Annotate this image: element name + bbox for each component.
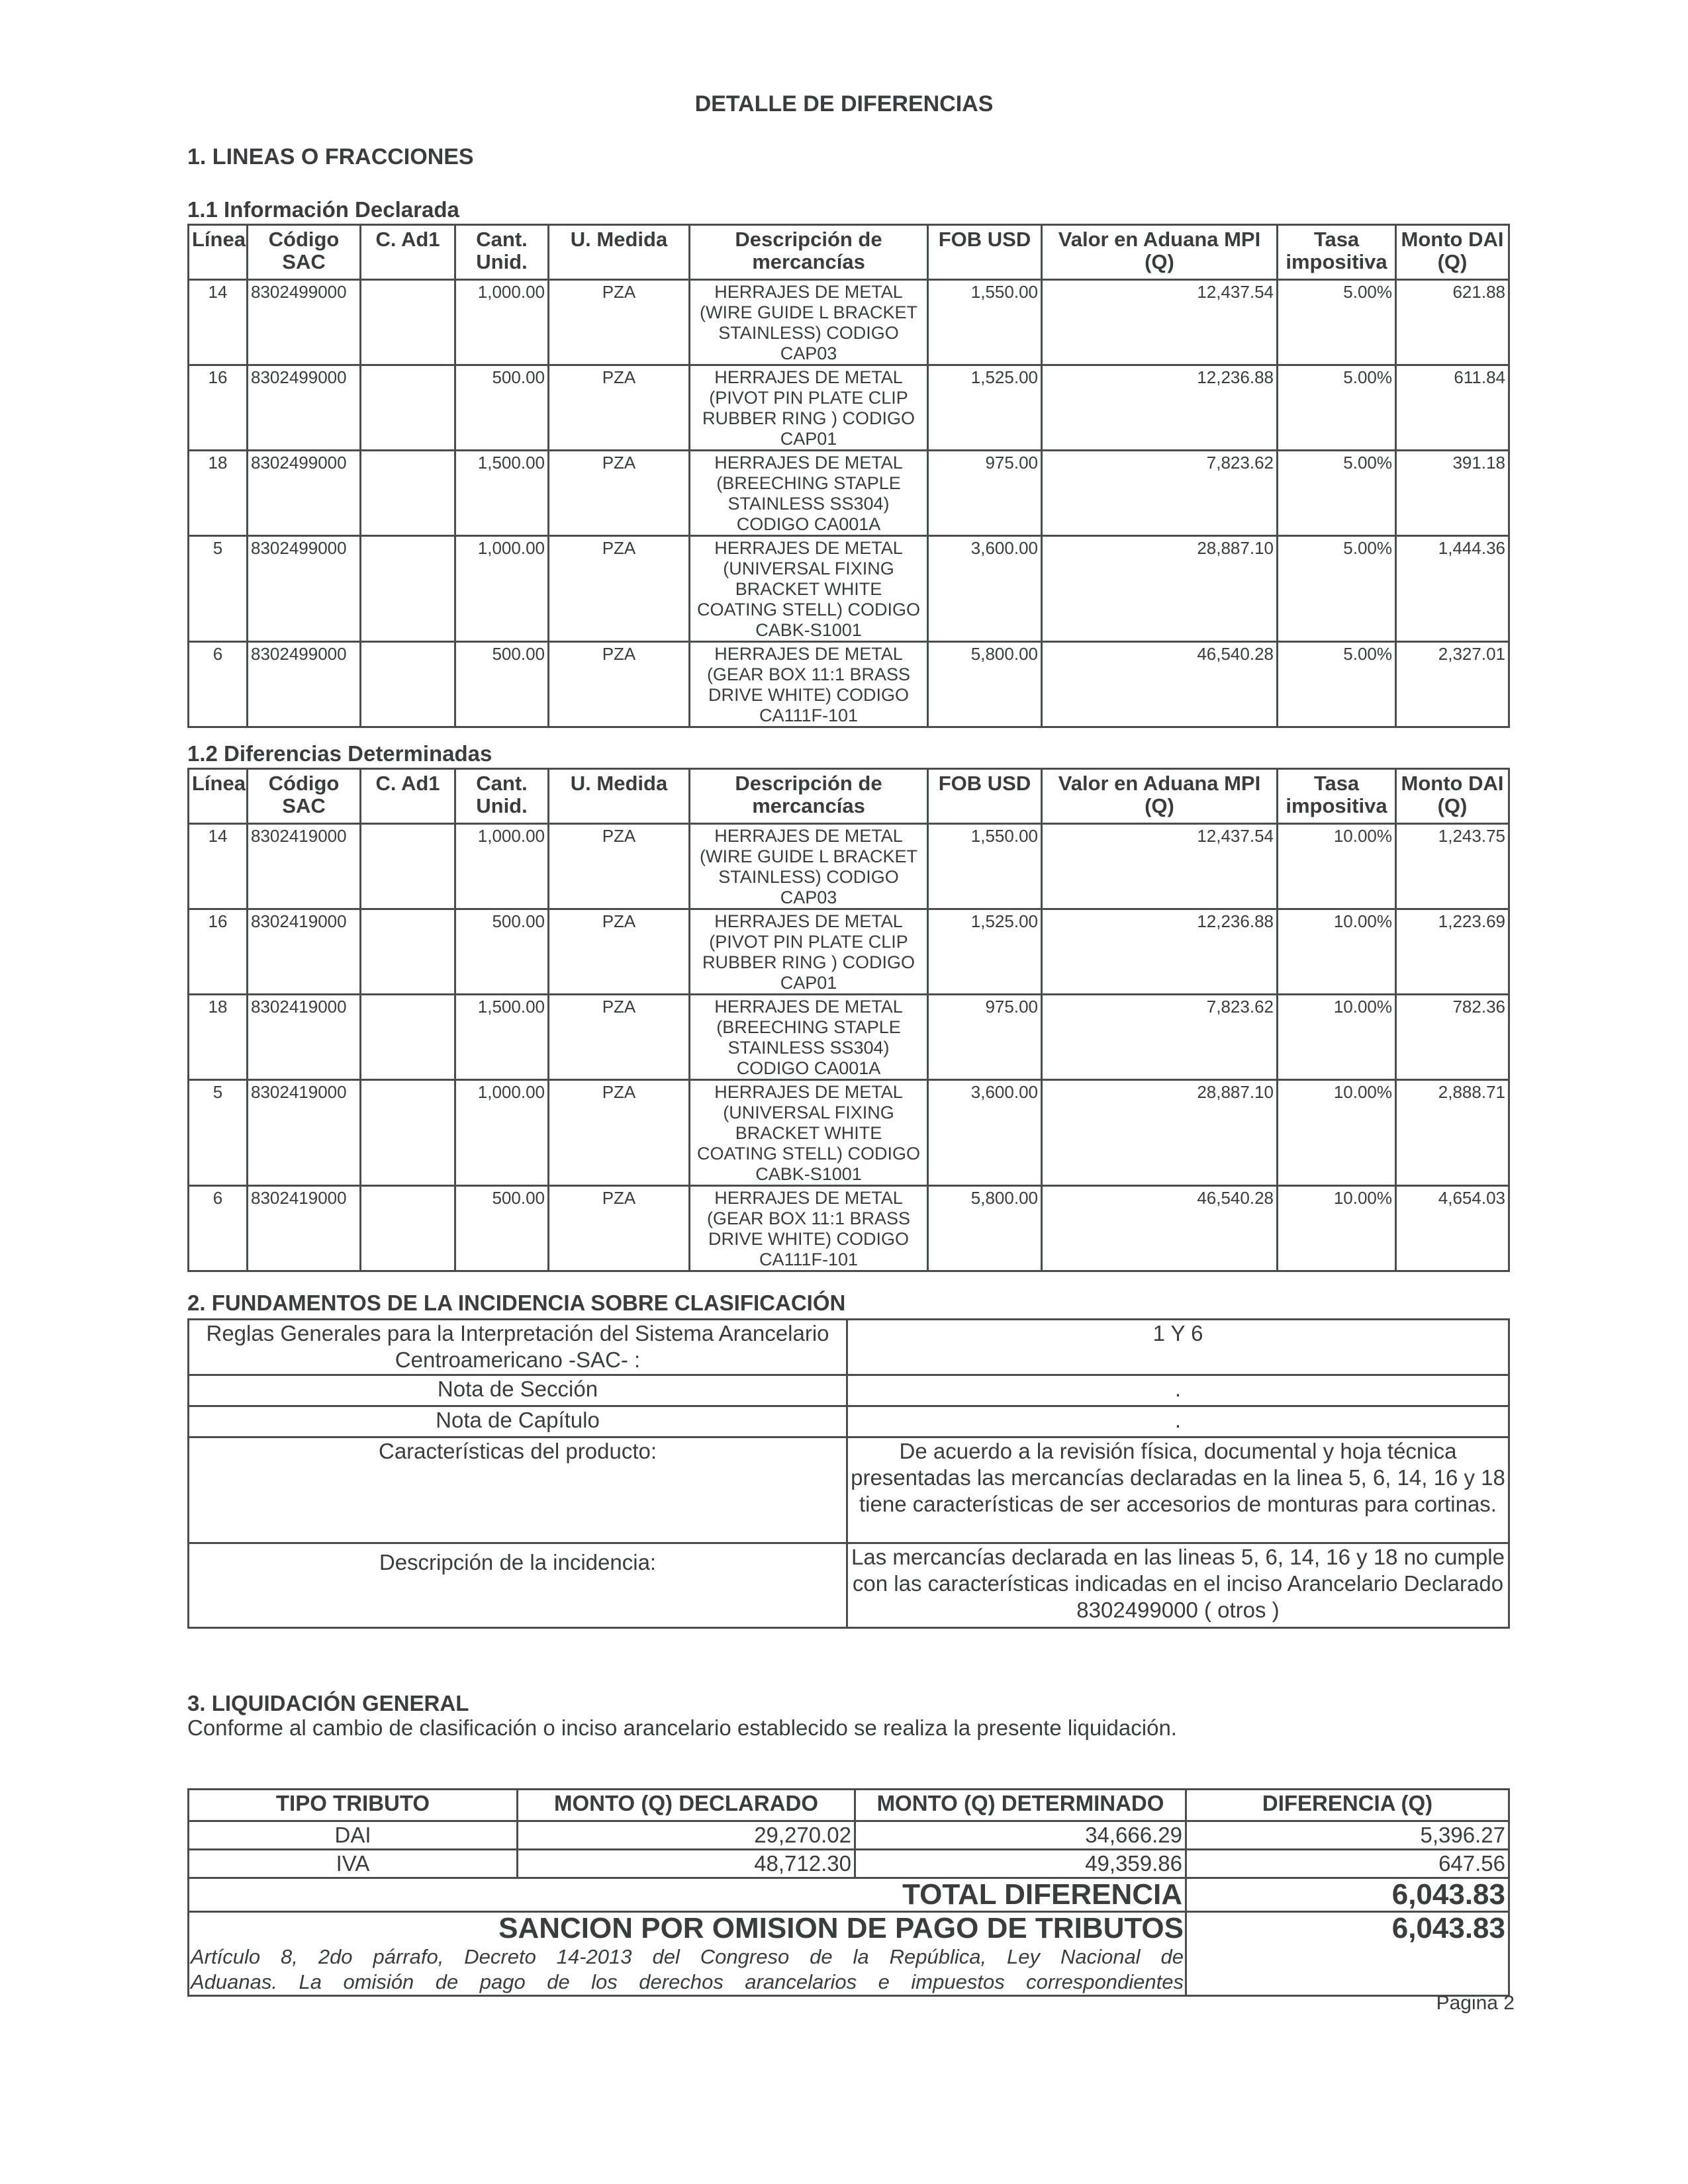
cell-codigo: 8302499000 <box>248 451 361 536</box>
col-tasa: Tasa impositiva <box>1278 769 1396 824</box>
determined-table <box>187 768 1510 1272</box>
cell-tasa: 10.00% <box>1278 1186 1396 1271</box>
table-row <box>189 909 1509 995</box>
cell-unidad: PZA <box>549 995 690 1080</box>
liquidacion-heading: 3. LIQUIDACIÓN GENERAL <box>187 1691 469 1715</box>
col-monto: Monto DAI (Q) <box>1396 225 1509 280</box>
cell-desc: HERRAJES DE METAL (BREECHING STAPLE STAINLESS SS304) CODIGO CA001A <box>690 451 928 536</box>
cell-monto: 4,654.03 <box>1396 1186 1509 1271</box>
cell-fob: 1,525.00 <box>928 365 1042 451</box>
liq-header-row <box>189 1790 1509 1821</box>
liq-total-row <box>189 1878 1509 1912</box>
cell-cant: 1,500.00 <box>455 995 549 1080</box>
cell-unidad: PZA <box>549 1186 690 1271</box>
cell-codigo: 8302419000 <box>248 824 361 909</box>
section-1-heading: 1. LINEAS O FRACCIONES <box>187 144 474 169</box>
cell-codigo: 8302499000 <box>248 536 361 642</box>
cell-cad1 <box>361 365 455 451</box>
cell-desc: HERRAJES DE METAL (PIVOT PIN PLATE CLIP RUBBER RING ) CODIGO CAP01 <box>690 365 928 451</box>
cell-linea: 18 <box>189 995 248 1080</box>
col-valor: Valor en Aduana MPI (Q) <box>1042 225 1278 280</box>
table-header-row <box>189 225 1509 280</box>
diferencia: 5,396.27 <box>1186 1821 1509 1850</box>
cell-monto: 1,223.69 <box>1396 909 1509 995</box>
liq-sancion-row <box>189 1912 1509 1996</box>
fund-label: Características del producto: <box>189 1437 847 1543</box>
cell-monto: 1,444.36 <box>1396 536 1509 642</box>
cell-unidad: PZA <box>549 536 690 642</box>
fund-label: Descripción de la incidencia: <box>189 1543 847 1628</box>
table-row <box>189 642 1509 727</box>
cell-linea: 16 <box>189 365 248 451</box>
fund-label: Nota de Sección <box>189 1375 847 1406</box>
cell-cant: 1,000.00 <box>455 280 549 365</box>
col-monto-determinado: MONTO (Q) DETERMINADO <box>855 1790 1186 1821</box>
cell-desc: HERRAJES DE METAL (WIRE GUIDE L BRACKET STAINLESS) CODIGO CAP03 <box>690 280 928 365</box>
cell-tasa: 5.00% <box>1278 451 1396 536</box>
cell-valor: 46,540.28 <box>1042 1186 1278 1271</box>
legal-text-line-2: Aduanas. La omisión de pago de los derechos arancelarios e impuestos correspondientes <box>191 1970 1184 1993</box>
col-unidad: U. Medida <box>549 225 690 280</box>
tipo: IVA <box>189 1850 518 1878</box>
declarado: 29,270.02 <box>518 1821 855 1850</box>
cell-monto: 2,888.71 <box>1396 1080 1509 1186</box>
declarado: 48,712.30 <box>518 1850 855 1878</box>
fund-value: . <box>847 1406 1509 1437</box>
cell-codigo: 8302499000 <box>248 280 361 365</box>
table-row <box>189 1080 1509 1186</box>
cell-desc: HERRAJES DE METAL (UNIVERSAL FIXING BRACKET WHITE COATING STELL) CODIGO CABK-S1001 <box>690 1080 928 1186</box>
fund-label: Nota de Capítulo <box>189 1406 847 1437</box>
table-row <box>189 995 1509 1080</box>
diferencia: 647.56 <box>1186 1850 1509 1878</box>
cell-fob: 1,525.00 <box>928 909 1042 995</box>
cell-monto: 611.84 <box>1396 365 1509 451</box>
cell-cant: 1,000.00 <box>455 1080 549 1186</box>
fund-value: . <box>847 1375 1509 1406</box>
col-linea: Línea <box>189 769 248 824</box>
cell-unidad: PZA <box>549 451 690 536</box>
sancion-label: SANCION POR OMISION DE PAGO DE TRIBUTOS <box>498 1912 1184 1944</box>
document-title: DETALLE DE DIFERENCIAS <box>694 91 994 116</box>
cell-linea: 5 <box>189 536 248 642</box>
table-row <box>189 365 1509 451</box>
cell-desc: HERRAJES DE METAL (PIVOT PIN PLATE CLIP RUBBER RING ) CODIGO CAP01 <box>690 909 928 995</box>
col-unidad: U. Medida <box>549 769 690 824</box>
cell-fob: 1,550.00 <box>928 280 1042 365</box>
cell-cant: 1,000.00 <box>455 824 549 909</box>
fund-row-reglas <box>189 1320 1509 1375</box>
cell-tasa: 5.00% <box>1278 536 1396 642</box>
cell-valor: 12,437.54 <box>1042 280 1278 365</box>
cell-valor: 28,887.10 <box>1042 1080 1278 1186</box>
page-number: Pagina 2 <box>1436 1992 1515 2014</box>
cell-codigo: 8302499000 <box>248 365 361 451</box>
cell-valor: 12,236.88 <box>1042 365 1278 451</box>
sancion-value: 6,043.83 <box>1186 1912 1509 1996</box>
cell-codigo: 8302419000 <box>248 995 361 1080</box>
cell-desc: HERRAJES DE METAL (GEAR BOX 11:1 BRASS DRIVE WHITE) CODIGO CA111F-101 <box>690 642 928 727</box>
sancion-cell <box>189 1912 1186 1996</box>
cell-valor: 12,437.54 <box>1042 824 1278 909</box>
cell-tasa: 10.00% <box>1278 909 1396 995</box>
cell-monto: 621.88 <box>1396 280 1509 365</box>
cell-fob: 5,800.00 <box>928 1186 1042 1271</box>
col-monto-declarado: MONTO (Q) DECLARADO <box>518 1790 855 1821</box>
col-monto: Monto DAI (Q) <box>1396 769 1509 824</box>
legal-text-line-1: Artículo 8, 2do párrafo, Decreto 14-2013 del Congreso de la República, Ley Nacional de <box>191 1945 1184 1968</box>
cell-valor: 12,236.88 <box>1042 909 1278 995</box>
table-row <box>189 824 1509 909</box>
cell-unidad: PZA <box>549 1080 690 1186</box>
col-cad1: C. Ad1 <box>361 769 455 824</box>
cell-cad1 <box>361 280 455 365</box>
cell-linea: 14 <box>189 280 248 365</box>
cell-cad1 <box>361 642 455 727</box>
cell-linea: 14 <box>189 824 248 909</box>
cell-cad1 <box>361 1186 455 1271</box>
cell-linea: 6 <box>189 642 248 727</box>
cell-cant: 500.00 <box>455 1186 549 1271</box>
liquidacion-table <box>187 1788 1510 1997</box>
cell-fob: 975.00 <box>928 995 1042 1080</box>
cell-linea: 6 <box>189 1186 248 1271</box>
cell-fob: 1,550.00 <box>928 824 1042 909</box>
cell-tasa: 5.00% <box>1278 280 1396 365</box>
table-row <box>189 451 1509 536</box>
cell-cad1 <box>361 909 455 995</box>
cell-valor: 46,540.28 <box>1042 642 1278 727</box>
fund-row-incidencia <box>189 1543 1509 1628</box>
cell-linea: 16 <box>189 909 248 995</box>
cell-cad1 <box>361 995 455 1080</box>
cell-monto: 391.18 <box>1396 451 1509 536</box>
fundamentos-heading: 2. FUNDAMENTOS DE LA INCIDENCIA SOBRE CLASIFICACIÓN <box>187 1291 846 1315</box>
table-header-row <box>189 769 1509 824</box>
fund-label: Reglas Generales para la Interpretación del Sistema Arancelario Centroamericano -SAC- : <box>189 1320 847 1375</box>
cell-tasa: 10.00% <box>1278 1080 1396 1186</box>
fund-value: De acuerdo a la revisión física, documental y hoja técnica presentadas las mercancías declaradas en la linea 5, 6, 14, 16 y 18 tiene características de ser accesorios de monturas para cortinas. <box>847 1437 1509 1543</box>
col-desc: Descripción de mercancías <box>690 225 928 280</box>
cell-cad1 <box>361 451 455 536</box>
col-codigo: Código SAC <box>248 769 361 824</box>
cell-unidad: PZA <box>549 365 690 451</box>
cell-cant: 500.00 <box>455 365 549 451</box>
cell-cad1 <box>361 824 455 909</box>
cell-cant: 1,500.00 <box>455 451 549 536</box>
liquidacion-intro: Conforme al cambio de clasificación o inciso arancelario establecido se realiza la presente liquidación. <box>187 1715 1177 1740</box>
table-row <box>189 280 1509 365</box>
col-tasa: Tasa impositiva <box>1278 225 1396 280</box>
cell-codigo: 8302419000 <box>248 909 361 995</box>
total-value: 6,043.83 <box>1186 1878 1509 1912</box>
cell-unidad: PZA <box>549 909 690 995</box>
col-desc: Descripción de mercancías <box>690 769 928 824</box>
determined-heading: 1.2 Diferencias Determinadas <box>187 741 492 766</box>
cell-tasa: 5.00% <box>1278 365 1396 451</box>
cell-valor: 7,823.62 <box>1042 451 1278 536</box>
cell-fob: 3,600.00 <box>928 1080 1042 1186</box>
cell-fob: 975.00 <box>928 451 1042 536</box>
col-codigo: Código SAC <box>248 225 361 280</box>
determinado: 49,359.86 <box>855 1850 1186 1878</box>
col-cad1: C. Ad1 <box>361 225 455 280</box>
cell-tasa: 5.00% <box>1278 642 1396 727</box>
determinado: 34,666.29 <box>855 1821 1186 1850</box>
cell-valor: 28,887.10 <box>1042 536 1278 642</box>
fund-row-caracteristicas <box>189 1437 1509 1543</box>
cell-cad1 <box>361 1080 455 1186</box>
cell-unidad: PZA <box>549 280 690 365</box>
cell-codigo: 8302499000 <box>248 642 361 727</box>
declared-heading: 1.1 Información Declarada <box>187 197 459 222</box>
cell-unidad: PZA <box>549 824 690 909</box>
cell-monto: 1,243.75 <box>1396 824 1509 909</box>
col-valor: Valor en Aduana MPI (Q) <box>1042 769 1278 824</box>
fund-value: Las mercancías declarada en las lineas 5, 6, 14, 16 y 18 no cumple con las características indicadas en el inciso Arancelario Declarado 8302499000 ( otros ) <box>847 1543 1509 1628</box>
col-fob: FOB USD <box>928 769 1042 824</box>
declared-table <box>187 224 1510 728</box>
table-row <box>189 1186 1509 1271</box>
cell-valor: 7,823.62 <box>1042 995 1278 1080</box>
col-tipo-tributo: TIPO TRIBUTO <box>189 1790 518 1821</box>
cell-codigo: 8302419000 <box>248 1080 361 1186</box>
total-label: TOTAL DIFERENCIA <box>189 1878 1186 1912</box>
liq-row-dai <box>189 1821 1509 1850</box>
cell-cant: 500.00 <box>455 909 549 995</box>
col-fob: FOB USD <box>928 225 1042 280</box>
cell-codigo: 8302419000 <box>248 1186 361 1271</box>
cell-desc: HERRAJES DE METAL (WIRE GUIDE L BRACKET STAINLESS) CODIGO CAP03 <box>690 824 928 909</box>
fund-row-capitulo <box>189 1406 1509 1437</box>
fund-row-seccion <box>189 1375 1509 1406</box>
col-diferencia: DIFERENCIA (Q) <box>1186 1790 1509 1821</box>
cell-fob: 5,800.00 <box>928 642 1042 727</box>
fund-value: 1 Y 6 <box>847 1320 1509 1375</box>
col-cant: Cant. Unid. <box>455 769 549 824</box>
tipo: DAI <box>189 1821 518 1850</box>
cell-monto: 782.36 <box>1396 995 1509 1080</box>
cell-cant: 1,000.00 <box>455 536 549 642</box>
col-cant: Cant. Unid. <box>455 225 549 280</box>
cell-tasa: 10.00% <box>1278 824 1396 909</box>
cell-desc: HERRAJES DE METAL (UNIVERSAL FIXING BRACKET WHITE COATING STELL) CODIGO CABK-S1001 <box>690 536 928 642</box>
cell-monto: 2,327.01 <box>1396 642 1509 727</box>
fundamentos-table <box>187 1318 1510 1629</box>
cell-cant: 500.00 <box>455 642 549 727</box>
cell-linea: 5 <box>189 1080 248 1186</box>
cell-linea: 18 <box>189 451 248 536</box>
table-row <box>189 536 1509 642</box>
col-linea: Línea <box>189 225 248 280</box>
liq-row-iva <box>189 1850 1509 1878</box>
cell-desc: HERRAJES DE METAL (GEAR BOX 11:1 BRASS DRIVE WHITE) CODIGO CA111F-101 <box>690 1186 928 1271</box>
cell-desc: HERRAJES DE METAL (BREECHING STAPLE STAINLESS SS304) CODIGO CA001A <box>690 995 928 1080</box>
cell-tasa: 10.00% <box>1278 995 1396 1080</box>
cell-cad1 <box>361 536 455 642</box>
cell-fob: 3,600.00 <box>928 536 1042 642</box>
cell-unidad: PZA <box>549 642 690 727</box>
